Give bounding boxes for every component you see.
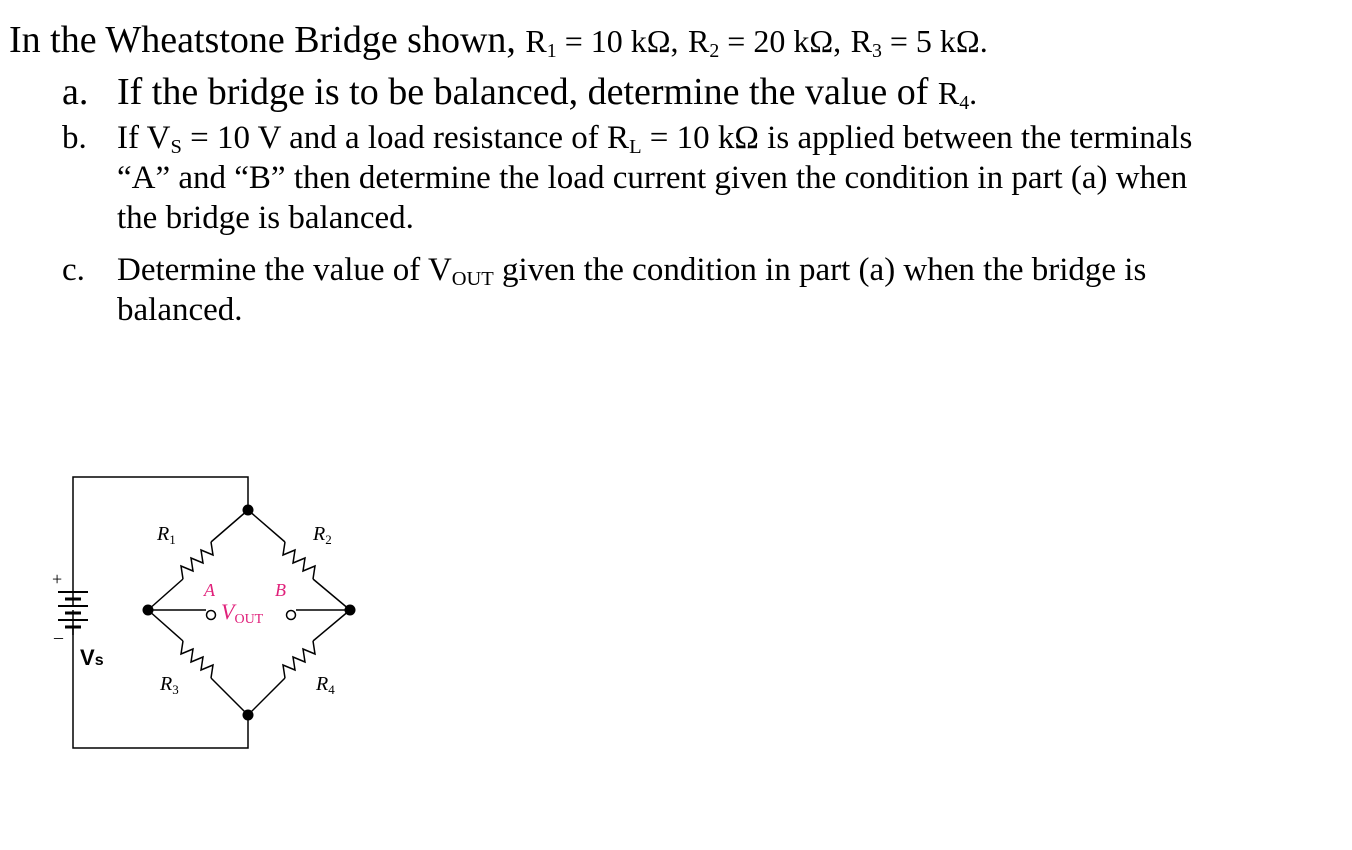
resistor-r3-zigzag <box>181 641 213 678</box>
node-a-label: A <box>204 580 215 600</box>
plus-sign: + <box>52 569 63 589</box>
bridge-wire-r3-top <box>148 610 183 641</box>
bridge-wire-r3-bottom <box>211 678 248 715</box>
question-c-line1: Determine the value of $V_{OUT}$ given the condition in part (a) when the bridge is <box>117 252 1147 291</box>
bridge-wire-r2-bottom <box>313 579 350 610</box>
bridge-wire-r1-top <box>211 510 248 542</box>
question-b-label: b. <box>62 120 87 156</box>
minus-sign: – <box>54 627 63 647</box>
node-bottom <box>243 710 254 721</box>
resistor-r1-zigzag <box>181 542 213 579</box>
question-a-text: If the bridge is to be balanced, determine the value of <box>117 71 929 113</box>
intro-text: In the Wheatstone Bridge shown, <box>9 19 516 61</box>
bridge-wire-r2-top <box>248 510 285 542</box>
question-c-line2: balanced. <box>117 292 243 328</box>
question-a-label: a. <box>62 71 89 113</box>
question-b-line1: If $V_S = 10$ V and a load resistance of $R_L = 10$ kΩ is applied between the terminals <box>117 120 1193 159</box>
problem-statement <box>9 18 988 63</box>
resistor-r2-zigzag <box>283 542 315 579</box>
resistor-r4-zigzag <box>283 641 315 678</box>
r1-label: $R_1$ <box>157 523 176 547</box>
bridge-wire-r1-bottom <box>148 579 183 610</box>
node-top <box>243 505 254 516</box>
bridge-wire-r4-top <box>313 610 350 641</box>
node-left <box>143 605 154 616</box>
terminal-a <box>207 611 216 620</box>
question-b-line3: the bridge is balanced. <box>117 200 414 236</box>
source-label: Vs <box>80 645 104 670</box>
r2-label: $R_2$ <box>313 523 332 547</box>
vout-label: VOUT <box>221 599 264 627</box>
question-a-r4: $R_4$. <box>937 75 978 114</box>
given-r2: $R_2 = 20$ kΩ, <box>688 23 842 62</box>
r4-label: $R_4$ <box>316 673 335 697</box>
terminal-b <box>287 611 296 620</box>
wheatstone-bridge-diagram <box>0 460 420 760</box>
node-right <box>345 605 356 616</box>
given-r3: $R_3 = 5$ kΩ. <box>850 23 988 62</box>
node-b-label: B <box>275 580 286 600</box>
question-b-line2: “A” and “B” then determine the load current given the condition in part (a) when <box>117 160 1188 196</box>
r3-label: $R_3$ <box>160 673 179 697</box>
bridge-wire-r4-bottom <box>248 678 285 715</box>
question-c-label: c. <box>62 252 85 288</box>
given-r1: $R_1 = 10$ kΩ, <box>525 23 679 62</box>
